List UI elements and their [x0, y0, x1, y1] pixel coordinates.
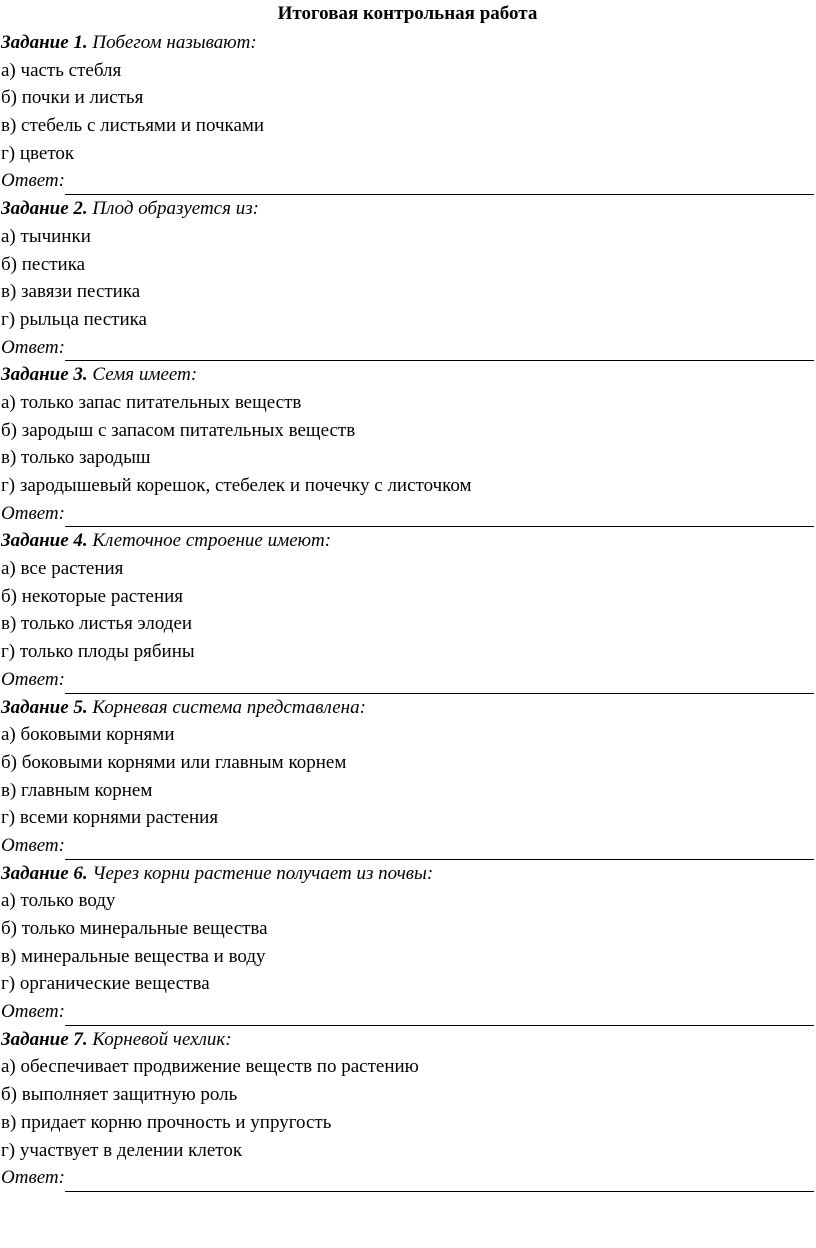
- task-heading: [1, 29, 814, 57]
- task-question: Корневая система представлена:: [92, 696, 366, 718]
- task-7: [1, 1026, 814, 1192]
- answer-row: [1, 500, 814, 528]
- answer-option: б) выполняет защитную роль: [1, 1084, 238, 1106]
- answer-blank-line[interactable]: [65, 1004, 814, 1026]
- task-1: [1, 29, 814, 195]
- answer-option: б) почки и листья: [1, 87, 144, 109]
- answer-option: в) только листья элодеи: [1, 613, 193, 635]
- task-heading: [1, 527, 814, 555]
- answer-option: г) зародышевый корешок, стебелек и почечку с листочком: [1, 475, 472, 496]
- task-number: Задание 4.: [1, 530, 88, 552]
- answer-option: г) участвует в делении клеток: [1, 1139, 243, 1161]
- answer-option: б) пестика: [1, 253, 86, 275]
- answer-blank-line[interactable]: [65, 173, 814, 195]
- answer-label: Ответ:: [1, 170, 65, 192]
- task-number: Задание 2.: [1, 198, 88, 220]
- task-list: [1, 29, 814, 1192]
- answer-label: Ответ:: [1, 668, 65, 690]
- answer-option: б) зародыш с запасом питательных веществ: [1, 419, 356, 441]
- answer-blank-line[interactable]: [65, 1170, 814, 1192]
- answer-option: а) тычинки: [1, 225, 91, 247]
- task-5: [1, 694, 814, 860]
- task-number: Задание 6.: [1, 862, 88, 884]
- task-number: Задание 3.: [1, 364, 88, 386]
- answer-option: в) придает корню прочность и упругость: [1, 1111, 332, 1133]
- task-number: Задание 5.: [1, 696, 88, 718]
- task-question: Через корни растение получает из почвы:: [92, 862, 434, 884]
- answer-option: а) боковыми корнями: [1, 724, 175, 746]
- answer-option: г) органические вещества: [1, 973, 210, 995]
- task-question: Корневой чехлик:: [92, 1028, 232, 1050]
- answer-option: в) минеральные вещества и воду: [1, 945, 266, 967]
- task-4: [1, 527, 814, 693]
- task-heading: [1, 361, 814, 389]
- task-heading: [1, 1026, 814, 1054]
- document-title: Итоговая контрольная работа: [277, 3, 538, 24]
- answer-option: б) некоторые растения: [1, 585, 184, 607]
- answer-option: а) только воду: [1, 890, 116, 912]
- task-question: Клеточное строение имеют:: [92, 530, 332, 552]
- answer-option: в) только зародыш: [1, 447, 151, 469]
- answer-blank-line[interactable]: [65, 339, 814, 361]
- task-question: Побегом называют:: [92, 32, 257, 53]
- task-number: Задание 7.: [1, 1028, 88, 1050]
- answer-label: Ответ:: [1, 336, 65, 358]
- answer-label: Ответ:: [1, 834, 65, 856]
- answer-option: а) обеспечивает продвижение веществ по растению: [1, 1056, 419, 1078]
- task-heading: [1, 694, 814, 722]
- answer-row: [1, 666, 814, 694]
- answer-row: [1, 1164, 814, 1192]
- answer-option: г) только плоды рябины: [1, 641, 195, 663]
- task-heading: [1, 860, 814, 888]
- task-question: Плод образуется из:: [92, 198, 259, 220]
- answer-label: Ответ:: [1, 502, 65, 524]
- answer-option: б) только минеральные вещества: [1, 918, 268, 939]
- answer-row: [1, 167, 814, 195]
- task-question: Семя имеет:: [92, 364, 198, 386]
- answer-row: [1, 998, 814, 1026]
- answer-row: [1, 832, 814, 860]
- answer-option: в) стебель с листьями и почками: [1, 115, 265, 137]
- answer-option: г) цветок: [1, 142, 75, 164]
- task-2: [1, 195, 814, 361]
- answer-option: г) рыльца пестика: [1, 308, 147, 330]
- answer-option: а) все растения: [1, 558, 124, 580]
- answer-option: а) только запас питательных веществ: [1, 391, 302, 413]
- answer-blank-line[interactable]: [65, 505, 814, 527]
- task-6: [1, 860, 814, 1026]
- answer-blank-line[interactable]: [65, 672, 814, 694]
- answer-option: в) завязи пестика: [1, 281, 141, 303]
- answer-label: Ответ:: [1, 1001, 65, 1023]
- answer-row: [1, 334, 814, 362]
- task-heading: [1, 195, 814, 223]
- answer-option: в) главным корнем: [1, 779, 153, 801]
- answer-option: б) боковыми корнями или главным корнем: [1, 751, 347, 773]
- answer-option: г) всеми корнями растения: [1, 807, 219, 829]
- task-3: [1, 361, 814, 527]
- task-number: Задание 1.: [1, 32, 88, 53]
- answer-label: Ответ:: [1, 1167, 65, 1189]
- answer-blank-line[interactable]: [65, 838, 814, 860]
- answer-option: а) часть стебля: [1, 59, 122, 81]
